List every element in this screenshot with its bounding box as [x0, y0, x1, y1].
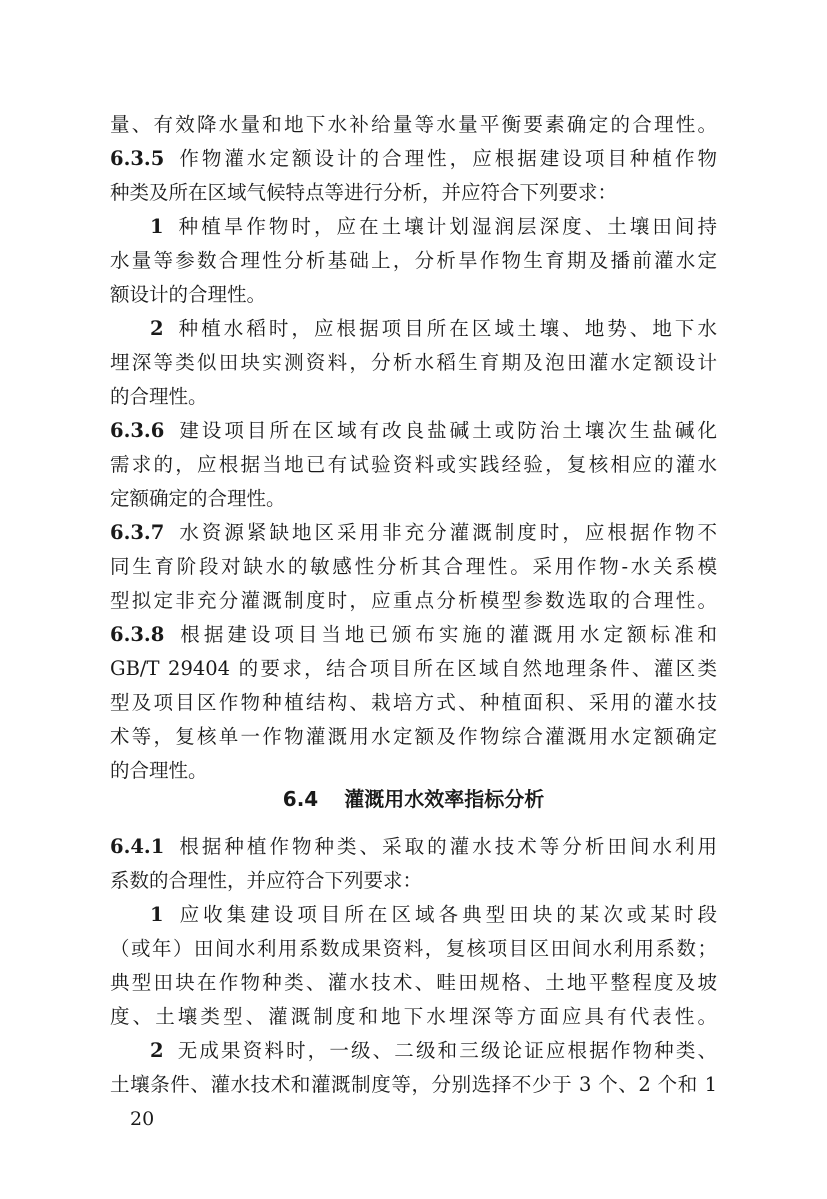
- item-2: [150, 316, 717, 342]
- clause-number: 6.3.7: [110, 521, 165, 544]
- text-line: 同生育阶段对缺水的敏感性分析其合理性。采用作物-水关系模: [110, 555, 717, 578]
- text-line: 埋深等类似田块实测资料，分析水稻生育期及泡田灌水定额设计: [110, 351, 717, 374]
- page-number: 20: [130, 1108, 155, 1130]
- clause-text: 建设项目所在区域有改良盐碱土或防治土壤次生盐碱化: [176, 419, 717, 442]
- item-text: 应收集建设项目所在区域各典型田块的某次或某时段: [175, 903, 717, 926]
- clause-text: 根据建设项目当地已颁布实施的灌溉用水定额标准和: [176, 623, 717, 646]
- clause-6-3-7: [110, 520, 717, 546]
- text-line: 种类及所在区域气候特点等进行分析，并应符合下列要求：: [110, 181, 618, 204]
- item-number: 2: [150, 1039, 164, 1062]
- clause-6-3-8: [110, 622, 717, 648]
- clause-text: 作物灌水定额设计的合理性，应根据建设项目种植作物: [176, 147, 717, 170]
- text-line: GB/T 29404 的要求，结合项目所在区域自然地理条件、灌区类: [110, 657, 717, 680]
- text-line: 典型田块在作物种类、灌水技术、畦田规格、土地平整程度及坡: [110, 971, 717, 994]
- item-number: 1: [150, 215, 164, 238]
- text-line: 土壤条件、灌水技术和灌溉制度等，分别选择不少于 3 个、2 个和 1: [110, 1073, 717, 1096]
- text-line: （或年）田间水利用系数成果资料，复核项目区田间水利用系数；: [110, 937, 717, 960]
- clause-6-4-1: [110, 834, 717, 860]
- text-line: 术等，复核单一作物灌溉用水定额及作物综合灌溉用水定额确定: [110, 725, 717, 748]
- clause-number: 6.3.8: [110, 623, 165, 646]
- text-line: 型拟定非充分灌溉制度时，应重点分析模型参数选取的合理性。: [110, 589, 717, 612]
- text-line: 量、有效降水量和地下水补给量等水量平衡要素确定的合理性。: [110, 113, 717, 136]
- item-1: [150, 214, 717, 240]
- text-line: 度、土壤类型、灌溉制度和地下水埋深等方面应具有代表性。: [110, 1005, 717, 1028]
- clause-number: 6.3.6: [110, 419, 165, 442]
- text-line: 系数的合理性，并应符合下列要求：: [110, 869, 423, 892]
- item-2: [150, 1038, 717, 1064]
- section-heading: [110, 785, 717, 813]
- text-line: 的合理性。: [110, 385, 208, 408]
- item-number: 1: [150, 903, 164, 926]
- clause-text: 根据种植作物种类、采取的灌水技术等分析田间水利用: [176, 835, 717, 858]
- clause-text: 水资源紧缺地区采用非充分灌溉制度时，应根据作物不: [176, 521, 717, 544]
- item-text: 种植水稻时，应根据项目所在区域土壤、地势、地下水: [175, 317, 717, 340]
- text-line: 额设计的合理性。: [110, 283, 267, 306]
- item-text: 无成果资料时，一级、二级和三级论证应根据作物种类、: [175, 1039, 717, 1062]
- clause-6-3-5: [110, 146, 717, 172]
- item-1: [150, 902, 717, 928]
- text-line: 的合理性。: [110, 759, 208, 782]
- item-text: 种植旱作物时，应在土壤计划湿润层深度、土壤田间持: [175, 215, 717, 238]
- clause-number: 6.3.5: [110, 147, 165, 170]
- text-line: 型及项目区作物种植结构、栽培方式、种植面积、采用的灌水技: [110, 691, 717, 714]
- section-number: 6.4: [282, 787, 319, 811]
- section-title: 灌溉用水效率指标分析: [344, 787, 545, 811]
- text-line: 定额确定的合理性。: [110, 487, 286, 510]
- text-line: 水量等参数合理性分析基础上，分析旱作物生育期及播前灌水定: [110, 249, 717, 272]
- clause-number: 6.4.1: [110, 835, 165, 858]
- clause-6-3-6: [110, 418, 717, 444]
- item-number: 2: [150, 317, 164, 340]
- text-line: 需求的，应根据当地已有试验资料或实践经验，复核相应的灌水: [110, 453, 717, 476]
